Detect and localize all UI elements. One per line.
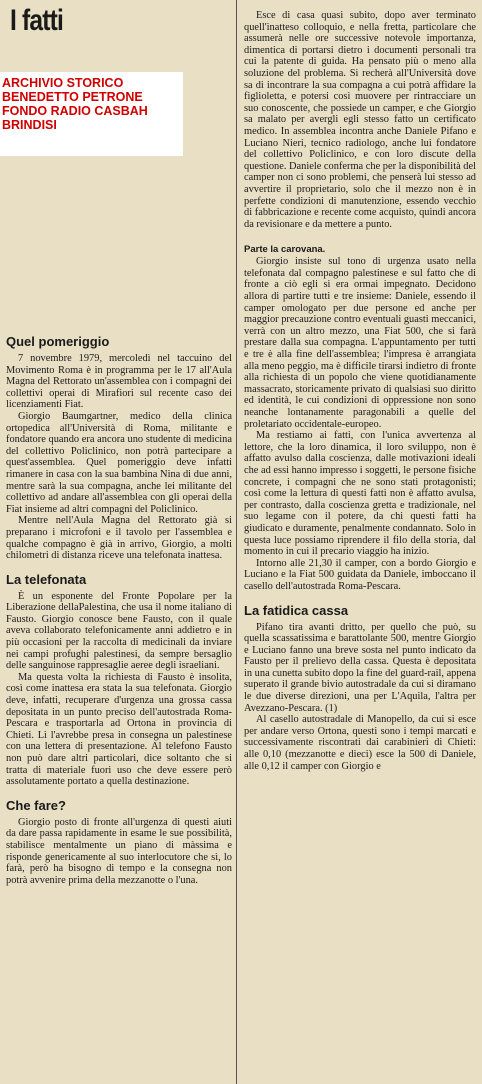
stamp-line: ARCHIVIO STORICO [2, 76, 124, 90]
article-paragraph: 7 novembre 1979, mercoledì nel taccuino del Movimento Roma è in programma per le 17 all'Aula Magna del Rettorato un'assemblea con i compagni dei collettivi operai di Mirafiori sul recente caso dei licenziamenti Fiat. [6, 353, 232, 411]
article-paragraph: Ma questa volta la richiesta di Fausto è insolita, così come inattesa era stata la sua telefonata. Giorgio deve, infatti, recuperare d'urgenza una grossa cassa depositata in un punto preciso dell'autostrada Roma-Pescara e trasportarla ad Ortona in provincia di Chieti. Lì l'avrebbe presa in consegna un palestinese con una lettera di presentazione. Al telefono Fausto non può dare altri particolari, dice soltanto che si tratta di materiale fuori uso che deve essere però assolutamente portato a quella destinazione. [6, 671, 232, 788]
column-divider [236, 0, 237, 1084]
article-paragraph: Pifano tira avanti dritto, per quello che può, su quella scassatissima e barattolante 500, mentre Giorgio e Luciano fanno una breve sosta nel punto indicato da Fausto per il prelievo della cassa. Questa è depositata in una cunetta subito dopo la fine del guard-rail, appena superato il grande bivio autostradale da cui si diramano le due diverse direzioni, una per L'Aquila, l'altra per Avezzano-Pescara. (1) [244, 621, 476, 714]
stamp-line: BENEDETTO PETRONE [2, 90, 143, 104]
section-heading-la-telefonata: La telefonata [6, 571, 87, 587]
article-paragraph: Giorgio insiste sul tono di urgenza usato nella telefonata dal compagno palestinese e sul fatto che di fronte a ciò egli si era ormai impegnato. Decidono allora di partire tutti e tre insieme: Daniele, essendo il camper omologato per due persone ed anche per maggior precauzione contro eventuali guasti meccanici, verrà con un altro mezzo, una Fiat 500, che si farà prestare dalla sua compagna. L'appuntamento per tutti e tre è alla fine dell'assemblea; l'impresa è arrangiata alla meno peggio, ma è difficile tirarsi indietro di fronte alla richiesta di un popolo che viene quotidianamente massacrato, storicamente privato di qualsiasi suo diritto ed identità, le cui condizioni di oppressione non sono neanche lontanamente paragonabili a quelle del proletariato occidentale-europeo. [244, 256, 476, 430]
section-heading-quel-pomeriggio: Quel pomeriggio [6, 334, 110, 349]
article-paragraph: Intorno alle 21,30 il camper, con a bordo Giorgio e Luciano e la Fiat 500 guidata da Daniele, imboccano il casello dell'autostrada Roma-Pescara. [244, 557, 476, 592]
article-paragraph: È un esponente del Fronte Popolare per la Liberazione dellaPalestina, che usa il nome italiano di Fausto. Giorgio conosce bene Fausto, con il quale aveva collaborato telefonicamente anni addietro e in più occasioni per la raccolta di medicinali da inviare nei campi profughi palestinesi, da sempre bersaglio delle sanguinose rappresaglie aeree degli israeliani. [6, 590, 232, 672]
stamp-line: BRINDISI [2, 118, 57, 132]
page-title: I fatti [10, 4, 64, 37]
left-column [6, 334, 232, 886]
subsection-heading-parte-la-carovana: Parte la carovana. [244, 244, 326, 256]
article-paragraph: Giorgio posto di fronte all'urgenza di questi aiuti da dare passa rapidamente in esame le sue possibilità, stabilisce mentalmente un piano di màssima e risponde genericamente al suo interlocutore che sì, lo farà, però ha bisogno di tempo e la consegna non potrà avvenire prima della mezzanotte o l'una. [6, 816, 232, 886]
article-paragraph: Al casello autostradale di Manopello, da cui si esce per andare verso Ortona, questi sono i tempi marcati e successivamente riscontrati dai carabinieri di Chieti: alle 0,10 (mezzanotte e dieci) esce la 500 di Daniele, alle 0,12 il camper con Giorgio e [244, 714, 476, 772]
article-paragraph: Esce di casa quasi subito, dopo aver terminato quell'inatteso colloquio, e nella fretta, particolare che assumerà nelle ore successive notevole importanza, dimentica di portarsi dietro i documenti personali tra cui la patente di guida. Ha pensato più o meno alla soluzione del problema. Si recherà all'Università dove sa di incontrare la sua compagna a cui potrà affidare la figlioletta, e potersi così muovere per rintracciare un suo conoscente, che possiede un camper, e che Giorgio sa malato per avergli egli stesso fatto un certificato medico. In assemblea incontra anche Daniele Pifano e Luciano Nieri, tecnico radiologo, anche lui fondatore del collettivo Policlinico, e con loro discute della questione. Daniele conferma che per la disponibilità del camper non ci sono problemi, che penserà lui stesso ad avvertire il proprietario, solo che il mezzo non è in perfette condizioni di manutenzione, essendo vecchio di fabbricazione e recente come acquisto, quindi ancora da revisionare e da mettere a punto. [244, 10, 476, 230]
article-paragraph: Giorgio Baumgartner, medico della clinica ortopedica all'Università di Roma, militante e fondatore quando era ancora uno studente di medicina del collettivo Policlinico, non potrà partecipare a quest'assemblea. Quel pomeriggio deve infatti rimanere in casa con la sua bambina Nina di due anni, mentre sarà la sua compagna, anche lei militante del collettivo ad andare all'assemblea con gli operai della Fiat insieme ad altri compagni del Policlinico. [6, 410, 232, 515]
section-heading-che-fare: Che fare? [6, 797, 66, 813]
section-heading-la-fatidica-cassa: La fatidica cassa [244, 602, 349, 618]
stamp-line: FONDO RADIO CASBAH [2, 104, 148, 118]
article-paragraph: Ma restiamo ai fatti, con l'unica avvertenza al lettore, che la loro dinamica, il loro sviluppo, non è affatto avulso dalla coscienza, dalle motivazioni ideali che ad essi hanno impresso i soggetti, le persone fisiche concrete, i compagni che ne sono stati protagonisti; così come la lettura di questi fatti non è affatto avulsa, per contrasto, dalla coscienza gretta e tradizionale, nel suo legame con il potere, da chi questi fatti ha giudicato e duramente, penalmente condannato. Solo in questa luce possiamo riprendere il filo della storia, dal momento in cui il precario viaggio ha inizio. [244, 430, 476, 558]
archive-stamp [0, 72, 183, 156]
right-column [244, 10, 476, 772]
article-paragraph: Mentre nell'Aula Magna del Rettorato già si preparano i microfoni e il tavolo per l'assemblea e qualche compagno è già in arrivo, Giorgio, a molti chilometri di distanza riceve una telefonata inattesa. [6, 515, 232, 562]
